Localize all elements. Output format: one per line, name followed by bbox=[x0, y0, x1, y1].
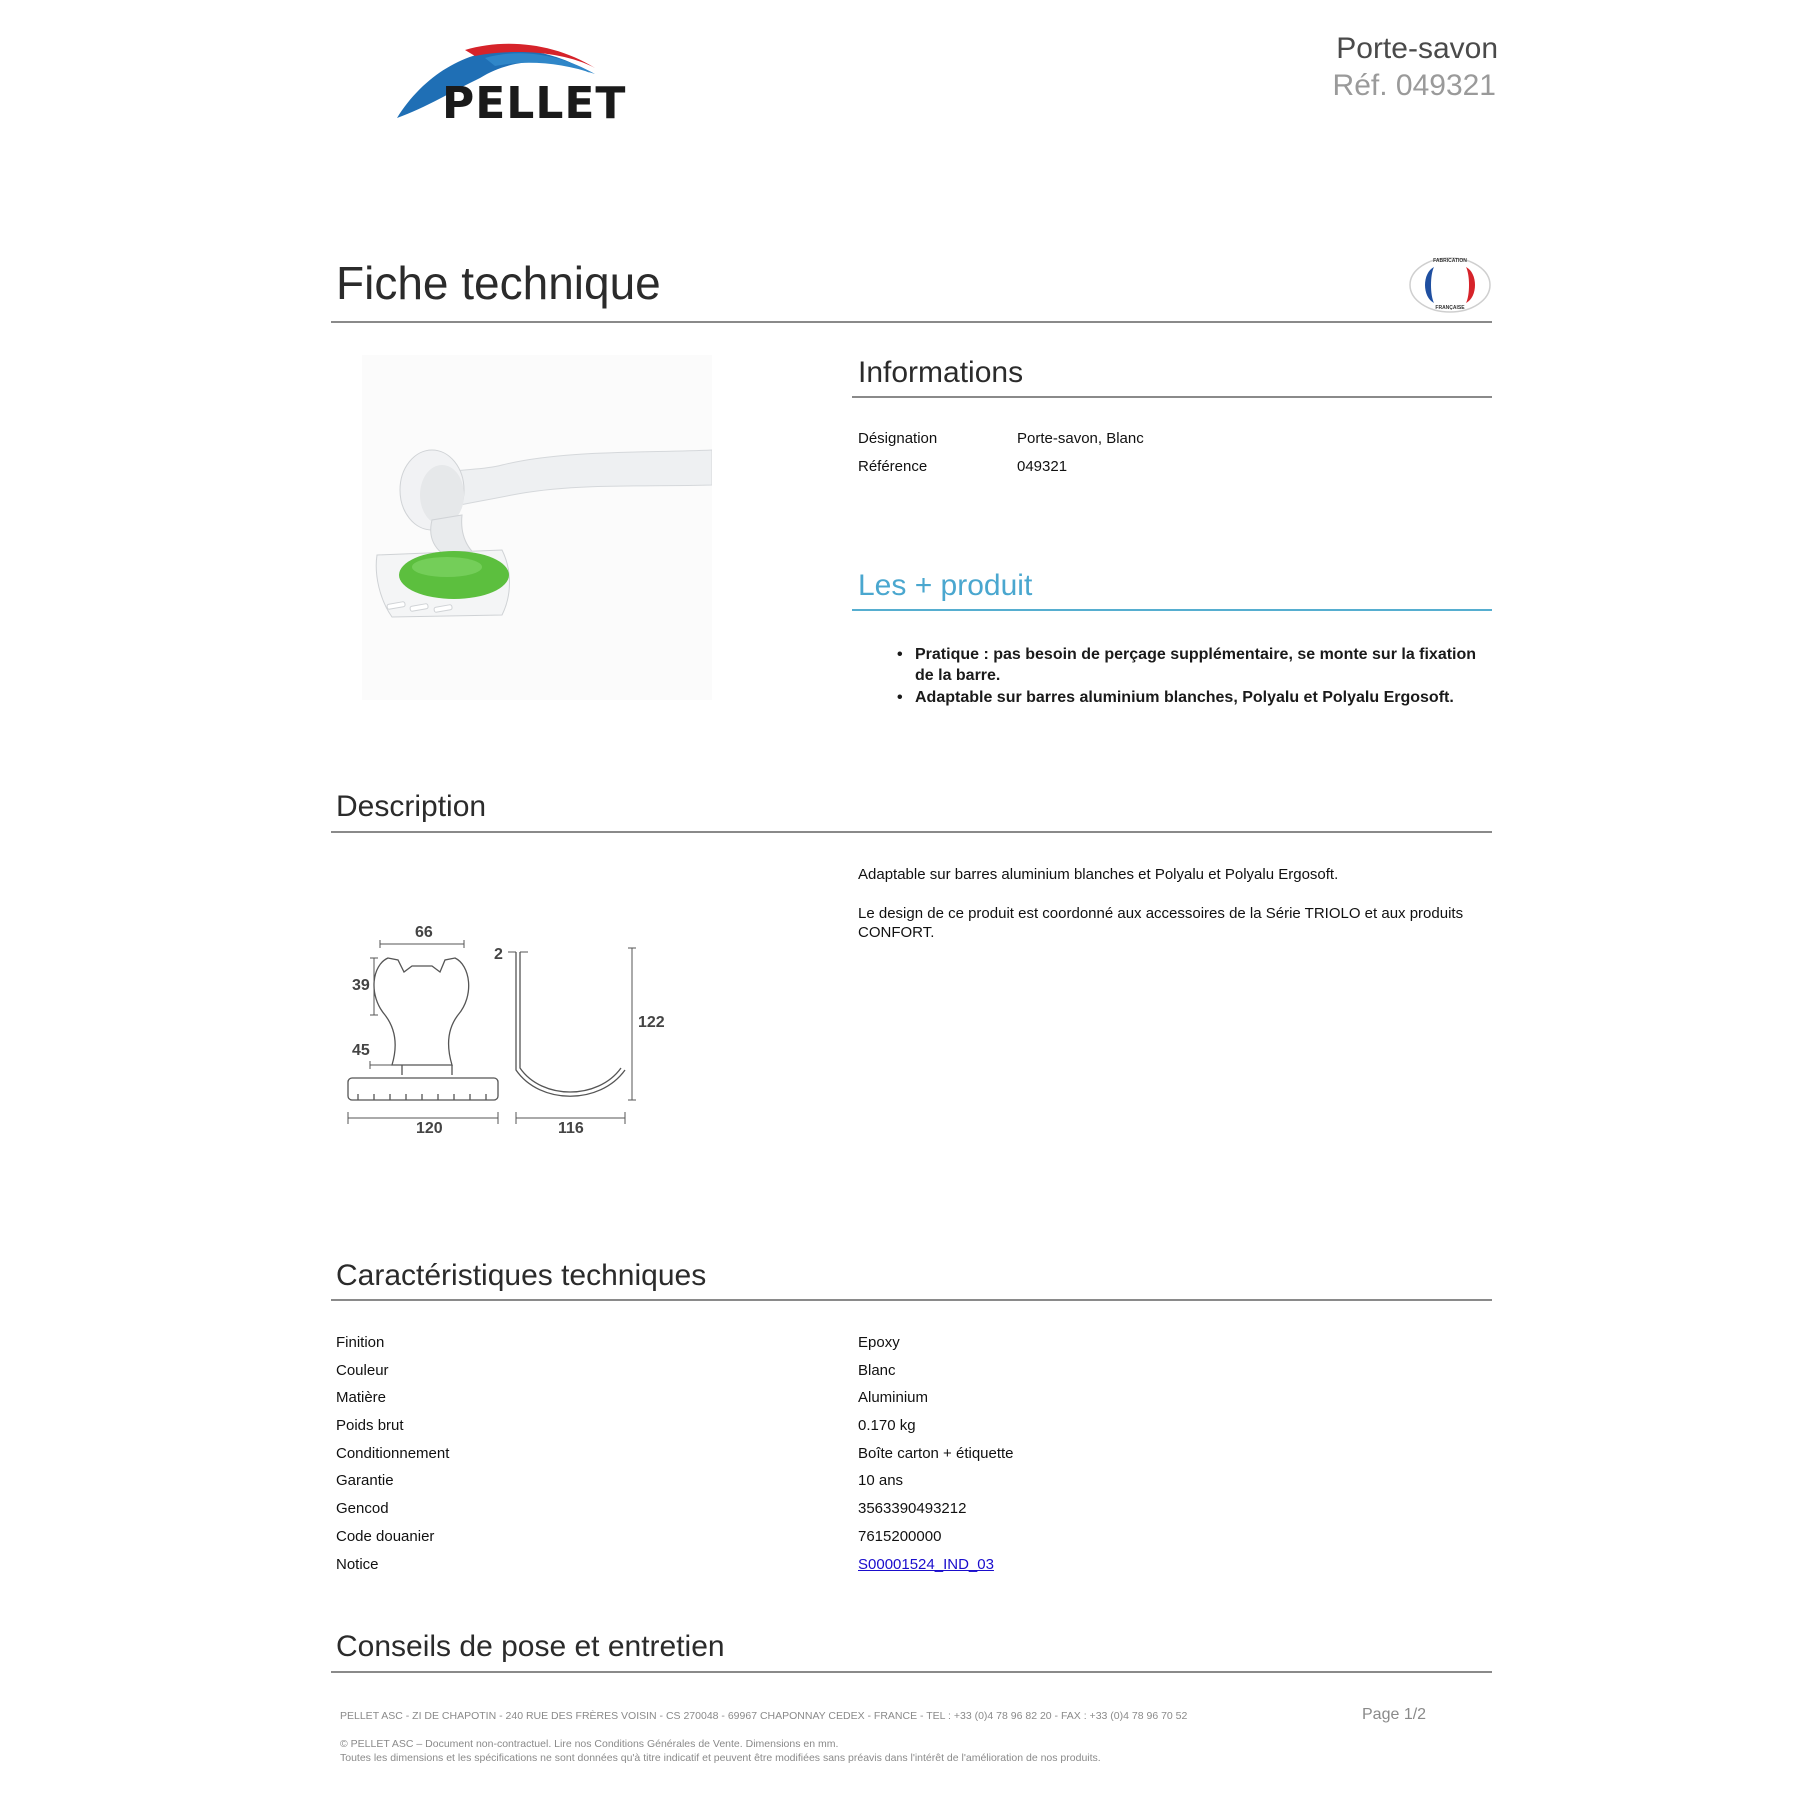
dim-neck: 45 bbox=[352, 1042, 370, 1059]
footer-page: Page 1/2 bbox=[1362, 1706, 1427, 1723]
spec-label: Gencod bbox=[336, 1500, 389, 1517]
badge-bottom-text: FRANÇAISE bbox=[1435, 305, 1465, 311]
header-reference: Réf. 049321 bbox=[1332, 69, 1496, 102]
spec-value: Epoxy bbox=[858, 1334, 900, 1351]
plus-produit-title: Les + produit bbox=[858, 569, 1033, 602]
spec-label: Notice bbox=[336, 1556, 379, 1573]
page-title: Fiche technique bbox=[336, 257, 661, 309]
brand-logo bbox=[395, 38, 635, 128]
spec-value: Blanc bbox=[858, 1362, 896, 1379]
dim-height-top: 39 bbox=[352, 977, 370, 994]
description-rule bbox=[331, 831, 1492, 833]
description-paragraph-2: Le design de ce produit est coordonné aux accessoires de la Série TRIOLO et aux produits CONFORT. bbox=[858, 905, 1464, 941]
spec-label: Conditionnement bbox=[336, 1445, 450, 1462]
footer-address: PELLET ASC - ZI DE CHAPOTIN - 240 RUE DES FRÈRES VOISIN - CS 270048 - 69967 CHAPONNAY CEDEX - FRANCE - TEL : +33 (0)4 78 96 82 20 - FAX : +33 (0)4 78 96 70 52 bbox=[340, 1710, 1188, 1722]
notice-link[interactable]: S00001524_IND_03 bbox=[858, 1556, 994, 1573]
info-row-designation-label: Désignation bbox=[858, 430, 938, 447]
spec-value: 0.170 kg bbox=[858, 1417, 916, 1434]
spec-value: 3563390493212 bbox=[858, 1500, 967, 1517]
footer-copyright: © PELLET ASC – Document non-contractuel. Lire nos Conditions Générales de Vente. Dimensions en mm. bbox=[340, 1738, 839, 1750]
dim-depth: 116 bbox=[558, 1120, 584, 1137]
spec-label: Finition bbox=[336, 1334, 385, 1351]
technical-drawing bbox=[340, 920, 680, 1145]
caracteristiques-rule bbox=[331, 1299, 1492, 1301]
info-row-reference-label: Référence bbox=[858, 458, 928, 475]
footer-disclaimer: Toutes les dimensions et les spécifications ne sont données qu'à titre indicatif et peuvent être modifiées sans préavis dans l'intérêt de l'amélioration de nos produits. bbox=[340, 1752, 1101, 1764]
title-rule bbox=[331, 321, 1492, 323]
dim-width-top: 66 bbox=[415, 924, 433, 941]
spec-value: 7615200000 bbox=[858, 1528, 942, 1545]
spec-label: Poids brut bbox=[336, 1417, 404, 1434]
description-paragraph-1: Adaptable sur barres aluminium blanches et Polyalu et Polyalu Ergosoft. bbox=[858, 866, 1339, 883]
product-photo bbox=[362, 355, 712, 700]
spec-value: Boîte carton + étiquette bbox=[858, 1445, 1014, 1462]
soap-holder-photo-icon bbox=[362, 355, 712, 700]
informations-title: Informations bbox=[858, 356, 1024, 389]
conseils-rule bbox=[331, 1671, 1492, 1673]
dimension-drawing-icon bbox=[340, 920, 680, 1145]
description-title: Description bbox=[336, 790, 487, 823]
header-product-name: Porte-savon bbox=[1336, 32, 1498, 65]
spec-value: Aluminium bbox=[858, 1389, 929, 1406]
spec-label: Code douanier bbox=[336, 1528, 435, 1545]
info-row-designation-value: Porte-savon, Blanc bbox=[1017, 430, 1144, 447]
dim-height-side: 122 bbox=[638, 1014, 665, 1031]
plus-produit-rule bbox=[852, 609, 1492, 611]
spec-label: Matière bbox=[336, 1389, 387, 1406]
spec-label: Couleur bbox=[336, 1362, 389, 1379]
informations-rule bbox=[852, 396, 1492, 398]
info-row-reference-value: 049321 bbox=[1017, 458, 1068, 475]
notice-link-row bbox=[858, 1556, 994, 1573]
dim-thickness: 2 bbox=[494, 946, 503, 963]
dim-width-bottom: 120 bbox=[416, 1120, 443, 1137]
plus-produit-item: • Pratique : pas besoin de perçage supplémentaire, se monte sur la fixation de la barre. bbox=[897, 644, 1487, 686]
spec-value: 10 ans bbox=[858, 1472, 904, 1489]
fabrication-francaise-badge bbox=[1408, 255, 1492, 315]
conseils-title: Conseils de pose et entretien bbox=[336, 1630, 725, 1663]
caracteristiques-title: Caractéristiques techniques bbox=[336, 1259, 707, 1292]
plus-produit-list bbox=[897, 644, 1487, 709]
badge-top-text: FABRICATION bbox=[1433, 258, 1467, 264]
brand-name: PELLET bbox=[442, 78, 627, 129]
spec-label: Garantie bbox=[336, 1472, 394, 1489]
plus-produit-item: • Adaptable sur barres aluminium blanches, Polyalu et Polyalu Ergosoft. bbox=[897, 687, 1487, 708]
